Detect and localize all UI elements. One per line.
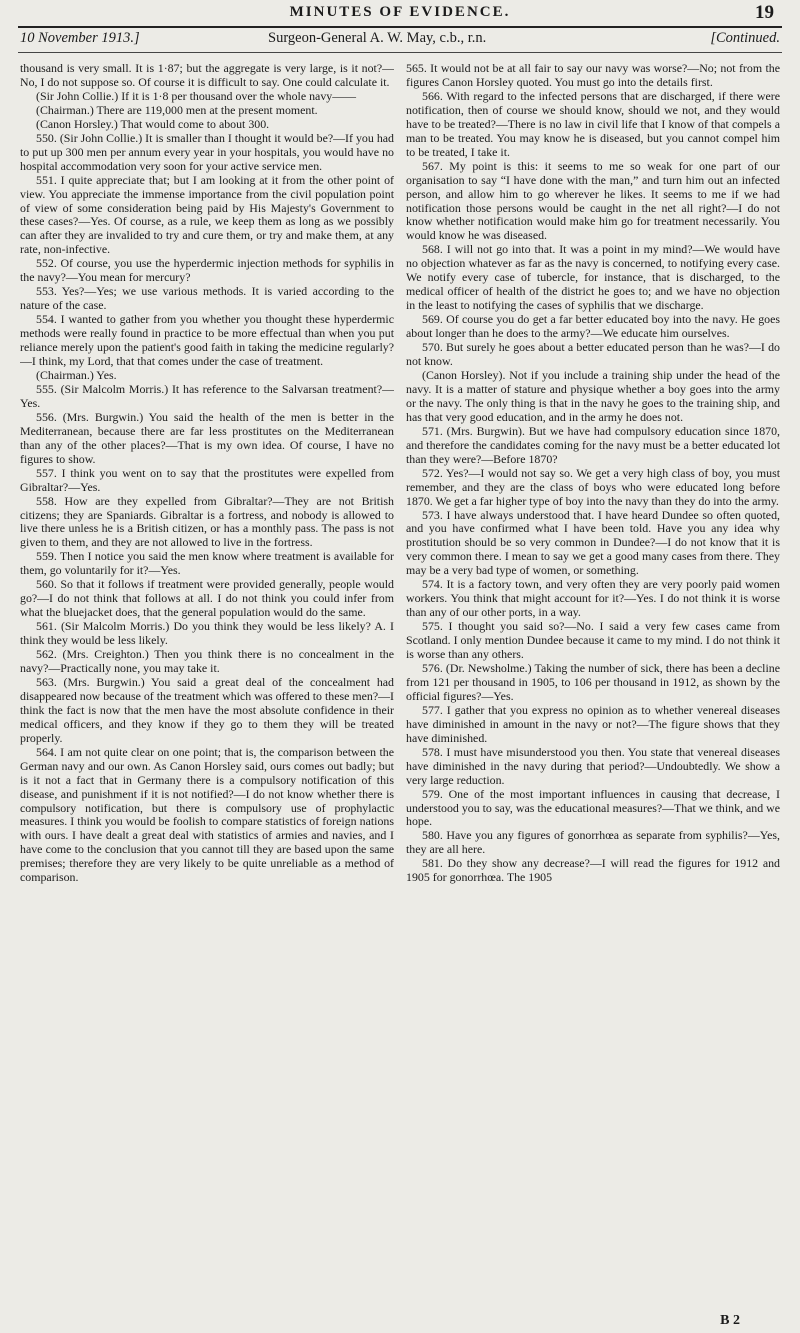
paragraph: 551. I quite appreciate that; but I am looking at it from the other point of view. You appreciate the immense importance from the civil population point of view of some consideration being paid by His Majesty's Government to these cases?—Yes. Of course, as a rule, we keep them as long as we possibly can after they are invalided to try and cure them, or try and make them, at any rate, non-infective. [20, 172, 394, 257]
running-header [20, 30, 780, 52]
paragraph: (Canon Horsley.) That would come to about 300. [36, 116, 270, 131]
paragraph: 557. I think you went on to say that the prostitutes were expelled from Gibraltar?—Yes. [20, 465, 394, 494]
paragraph: 550. (Sir John Collie.) It is smaller than I thought it would be?—If you had to put up 300 men per annum every year in your hospitals, you would have no hospital accommodation very soon for your active service men. [20, 130, 394, 173]
paragraph: 552. Of course, you use the hyperdermic injection methods for syphilis in the navy?—You mean for mercury? [20, 256, 394, 285]
paragraph: 556. (Mrs. Burgwin.) You said the health of the men is better in the Mediterranean, because there are far less prostitutes on the Mediterranean than any of the other places?—That is my own idea. Of course, I have no figures to show. [20, 409, 394, 466]
paragraph: 578. I must have misunderstood you then. You state that venereal diseases have diminished in the navy during that period?—Undoubtedly. We show a very large reduction. [406, 744, 780, 787]
paragraph: 570. But surely he goes about a better educated person than he was?—I do not know. [406, 340, 780, 369]
paragraph: 571. (Mrs. Burgwin). But we have had compulsory education since 1870, and therefore the candidates coming for the navy must be a better educated lot than they were?—Before 1870? [406, 423, 780, 466]
paragraph: 559. Then I notice you said the men know where treatment is available for them, go voluntarily for it?—Yes. [20, 549, 394, 578]
paragraph: 574. It is a factory town, and very often they are very poorly paid women workers. You think that might account for it?—Yes. I do not think it is worse than any of our other ports, in a way. [406, 577, 780, 620]
paragraph: thousand is very small. It is 1·87; but the aggregate is very large, is it not?—No, I do not suppose so. Of course it is difficult to say. One could calculate it. [20, 62, 394, 89]
paragraph: 569. Of course you do get a far better educated boy into the navy. He goes about longer than he does to the army?—We educate him ourselves. [406, 312, 780, 341]
signature-mark: B 2 [720, 1313, 740, 1328]
paragraph: 565. It would not be at all fair to say our navy was worse?—No; not from the figures Canon Horsley quoted. You must go into the details first. [406, 62, 780, 89]
top-rule [18, 26, 782, 28]
continued-label: [Continued. [710, 30, 780, 46]
paragraph: 560. So that it follows if treatment were provided generally, people would go?—I do not think that follows at all. I do not think you could infer from what the bluejacket does, that the general population would do the same. [20, 577, 394, 620]
paragraph: 558. How are they expelled from Gibraltar?—They are not British citizens; they are Spaniards. Gibraltar is a fortress, and nobody is allowed to live there unless he is a British citizen, or has a monthly pass. The pass is not given to them, and they are not allowed to live in the fortress. [20, 493, 394, 550]
paragraph: 553. Yes?—Yes; we use various methods. It is varied according to the nature of the case. [20, 284, 394, 313]
paragraph: 566. With regard to the infected persons that are discharged, if there were notification, then of course we should know, should we not, and they would have to be treated?—There is no law in civil life that I know of that compels a man to be treated. You may know he is diseased, but you cannot compel him to be treated, I take it. [406, 88, 780, 159]
paragraph: 579. One of the most important influences in causing that decrease, I understood you to say, was the educational measures?—That we think, and we hope. [406, 786, 780, 829]
left-column [20, 62, 394, 1320]
paragraph: 562. (Mrs. Creighton.) Then you think there is no concealment in the navy?—Practically none, you may take it. [20, 647, 394, 675]
header-rule [18, 52, 782, 53]
paragraph: 567. My point is this: it seems to me so weak for one part of our organisation to say “I have done with the man,” and turn him out an infected person, and allow him to go wherever he likes. It seems to me if we had notification those persons would be caught in the net all right?—I do not know whether notification would make him go for treatment necessarily. You would know he was diseased. [406, 158, 780, 243]
paragraph: (Canon Horsley). Not if you include a training ship under the head of the navy. It is a matter of stature and physique whether a boy goes into the army or the navy. The only thing is that in the navy he goes to the training ship, and has that very good education, and in the army he does not. [406, 367, 780, 424]
paragraph: 581. Do they show any decrease?—I will read the figures for 1912 and 1905 for gonorrhœa. The 1905 [406, 856, 780, 885]
paragraph: 575. I thought you said so?—No. I said a very few cases came from Scotland. I only mention Dundee because it came to my mind. I do not think it is worse than any others. [406, 619, 780, 662]
paragraph: 554. I wanted to gather from you whether you thought these hyperdermic methods were really found in practice to be more effectual than when you put reliance merely upon the patient's good faith in taking the medicine regularly?—I think, my Lord, that that comes under the case of treatment. [20, 312, 394, 369]
paragraph: 568. I will not go into that. It was a point in my mind?—We would have no objection whatever as far as the navy is concerned, to notifying every case. We notify every case of tubercle, for instance, that is discharged, to the medical officer of health of the district he goes to; and we have no objection in the least to notifying the cases of syphilis that we discharge. [406, 242, 780, 313]
paragraph: 580. Have you any figures of gonorrhœa as separate from syphilis?—Yes, they are all here. [406, 828, 780, 857]
paragraph: 555. (Sir Malcolm Morris.) It has reference to the Salvarsan treatment?—Yes. [20, 381, 394, 410]
paragraph: 576. (Dr. Newsholme.) Taking the number of sick, there has been a decline from 121 per thousand in 1905, to 106 per thousand in 1912, as shown by the official figures?—Yes. [406, 660, 780, 703]
text-columns [20, 62, 780, 1320]
hearing-date: 10 November 1913.] [20, 30, 140, 46]
right-column [406, 62, 780, 1320]
paragraph: 577. I gather that you express no opinion as to whether venereal diseases have diminished in amount in the navy or not?—The figure shows that they have diminished. [406, 702, 780, 745]
paragraph: (Sir John Collie.) If it is 1·8 per thousand over the whole navy—— [36, 88, 357, 103]
paragraph: 573. I have always understood that. I have heard Dundee so often quoted, and you have confirmed what I have been told. Have you any idea why prostitution should be so very common in Dundee?—I do not know that it is very common there. I mean to say we get a good many cases from there. They may be a very bad type of women, or something. [406, 507, 780, 578]
paragraph: 561. (Sir Malcolm Morris.) Do you think they would be less likely? A. I think they would be less likely. [20, 619, 394, 648]
page-title: MINUTES OF EVIDENCE. [289, 4, 511, 20]
page-number: 19 [755, 2, 774, 23]
paragraph: 564. I am not quite clear on one point; that is, the comparison between the German navy and our own. As Canon Horsley said, ours comes out badly; but is it not a fact that in Germany there is a compulsory notification of this disease, and punishment if it is not notified?—I do not know whether there is compulsory notification, but there is compulsory use of prophylactic measures. I think you would be foolish to compare statistics of foreign nations with ours. I have dealt a great deal with statistics of armies and navies, and I have come to the conclusion that you cannot till they are based upon the same premises; therefore they are very likely to be quite unreliable as a method of comparison. [20, 744, 394, 885]
paragraph: 563. (Mrs. Burgwin.) You said a great deal of the concealment had disappeared now because of the treatment which was offered to these men?—I think the fact is now that the men have the most absolute confidence in their medical officers, and they know if they go to them they will be treated properly. [20, 674, 394, 745]
paragraph: (Chairman.) There are 119,000 men at the present moment. [36, 102, 318, 117]
paragraph: (Chairman.) Yes. [36, 367, 117, 382]
witness-name: Surgeon-General A. W. May, c.b., r.n. [268, 30, 487, 46]
paragraph: 572. Yes?—I would not say so. We get a very high class of boy, you must remember, and they are the class of boys who were educated long before 1870. We get a far higher type of boy into the navy than they do into the army. [406, 465, 780, 508]
